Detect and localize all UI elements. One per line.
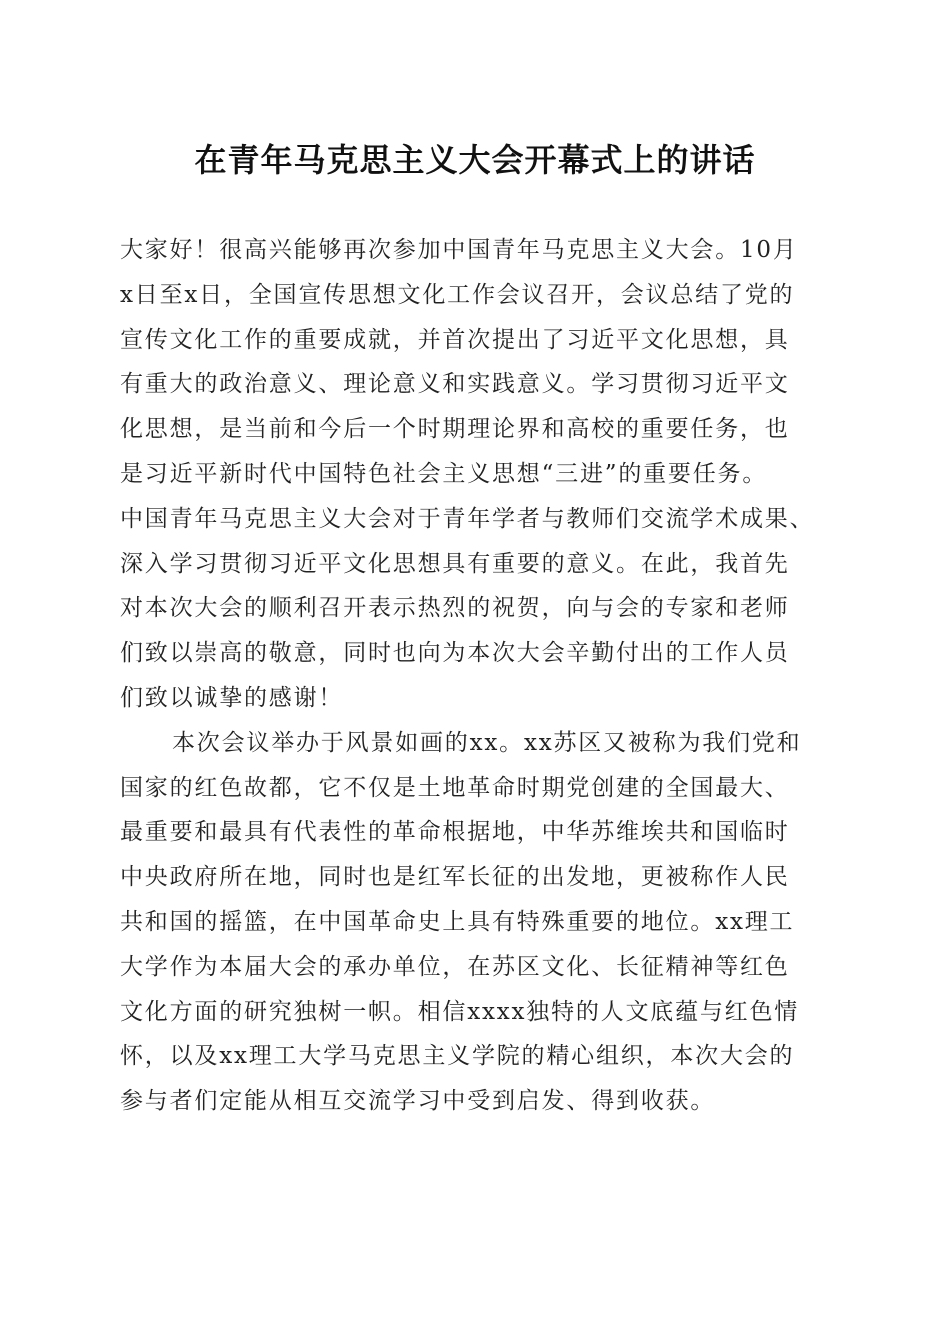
text-line: 是习近平新时代中国特色社会主义思想“三进”的重要任务。 (120, 460, 768, 487)
text-line: 有重大的政治意义、理论意义和实践意义。学习贯彻习近平文 (120, 371, 790, 398)
text-line: x日至x日，全国宣传思想文化工作会议召开，会议总结了党的 (120, 281, 795, 308)
text-line: 最重要和最具有代表性的革命根据地，中华苏维埃共和国临时 (120, 819, 790, 846)
document-title: 在青年马克思主义大会开幕式上的讲话 (194, 141, 756, 179)
text-line: 怀，以及xx理工大学马克思主义学院的精心组织，本次大会的 (120, 1043, 795, 1070)
text-line: 深入学习贯彻习近平文化思想具有重要的意义。在此，我首先 (120, 550, 790, 577)
text-line: 对本次大会的顺利召开表示热烈的祝贺，向与会的专家和老师 (120, 595, 790, 622)
text-line: 化思想，是当前和今后一个时期理论界和高校的重要任务，也 (120, 416, 790, 443)
text-line: 中央政府所在地，同时也是红军长征的出发地，更被称作人民 (120, 864, 790, 891)
text-line: 国家的红色故都，它不仅是土地革命时期党创建的全国最大、 (120, 774, 790, 801)
text-line: 本次会议举办于风景如画的xx。xx苏区又被称为我们党和 (172, 729, 802, 756)
text-line: 们致以诚挚的感谢！ (120, 684, 344, 711)
paragraph (120, 228, 826, 721)
document-body (120, 228, 826, 1124)
text-line: 共和国的摇篮，在中国革命史上具有特殊重要的地位。xx理工 (120, 908, 795, 935)
text-line: 们致以崇高的敬意，同时也向为本次大会辛勤付出的工作人员 (120, 640, 790, 667)
text-line: 文化方面的研究独树一帜。相信xxxx独特的人文底蕴与红色情 (120, 998, 800, 1025)
text-line: 中国青年马克思主义大会对于青年学者与教师们交流学术成果、 (120, 505, 815, 532)
text-line: 参与者们定能从相互交流学习中受到启发、得到收获。 (120, 1088, 716, 1115)
text-line: 宣传文化工作的重要成就，并首次提出了习近平文化思想，具 (120, 326, 790, 353)
paragraph (120, 721, 826, 1124)
text-line: 大家好！很高兴能够再次参加中国青年马克思主义大会。10月 (120, 237, 798, 263)
text-line: 大学作为本届大会的承办单位，在苏区文化、长征精神等红色 (120, 953, 790, 980)
